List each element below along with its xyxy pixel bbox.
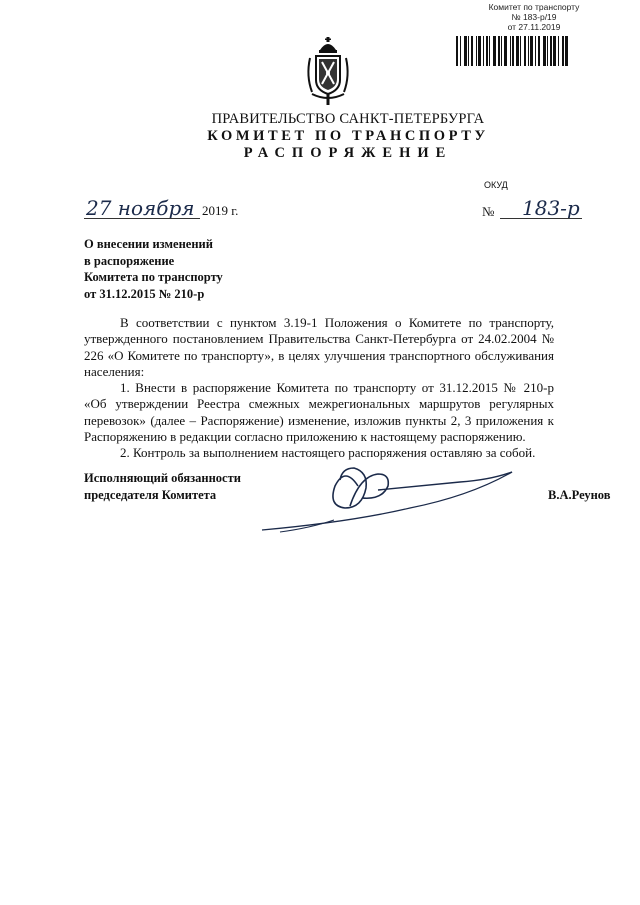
body-item-1: 1. Внести в распоряжение Комитета по транспорту от 31.12.2015 № 210-р «Об утверждении Реестра смежных межрегиональных маршрутов регулярных перевозок» (далее – Распоряжение) изменение, изложив пункты 2, 3 приложения к Распоряжению в редакции согласно приложению к настоящему распоряжению. bbox=[84, 380, 554, 445]
coat-of-arms-emblem bbox=[304, 36, 352, 106]
barcode bbox=[456, 36, 588, 66]
signatory-title-line-2: председателя Комитета bbox=[84, 487, 217, 502]
subject-line-2: в распоряжение bbox=[84, 253, 175, 268]
subject-line-1: О внесении изменений bbox=[84, 237, 213, 251]
subject-line-4: от 31.12.2015 № 210-р bbox=[84, 286, 205, 301]
body-intro-paragraph: В соответствии с пунктом 3.19-1 Положения о Комитете по транспорту, утвержденного постановлением Правительства Санкт-Петербурга от 24.02.2004 № 226 «О Комитете по транспорту», в целях улучшения транспортного обслуживания населения: bbox=[84, 315, 554, 379]
committee-heading: КОМИТЕТ ПО ТРАНСПОРТУ bbox=[207, 128, 489, 144]
subject-line-3: Комитета по транспорту bbox=[84, 270, 223, 284]
signatory-name: В.А.Реунов bbox=[548, 488, 611, 502]
date-field bbox=[84, 196, 264, 224]
subject-block bbox=[84, 236, 304, 302]
date-underline bbox=[84, 218, 200, 219]
okud-label: ОКУД bbox=[484, 180, 508, 190]
number-field bbox=[482, 196, 602, 224]
date-handwritten: 27 ноября bbox=[86, 196, 195, 220]
government-heading: ПРАВИТЕЛЬСТВО САНКТ-ПЕТЕРБУРГА bbox=[211, 111, 485, 127]
stamp-line-3: от 27.11.2019 bbox=[507, 22, 561, 32]
signatory-title-line-1: Исполняющий обязанности bbox=[84, 471, 241, 485]
stamp-line-2: № 183-р/19 bbox=[511, 12, 557, 22]
body-item-2: 2. Контроль за выполнением настоящего распоряжения оставляю за собой. bbox=[120, 445, 536, 461]
number-handwritten: 183-р bbox=[522, 196, 580, 220]
handwritten-signature bbox=[250, 446, 540, 546]
registration-stamp bbox=[474, 2, 594, 32]
number-underline bbox=[500, 218, 582, 219]
document-type-heading: РАСПОРЯЖЕНИЕ bbox=[243, 145, 453, 161]
stamp-line-1: Комитет по транспорту bbox=[488, 2, 580, 12]
number-label: № bbox=[482, 204, 495, 219]
document-body bbox=[84, 315, 554, 462]
date-year: 2019 г. bbox=[202, 203, 239, 218]
